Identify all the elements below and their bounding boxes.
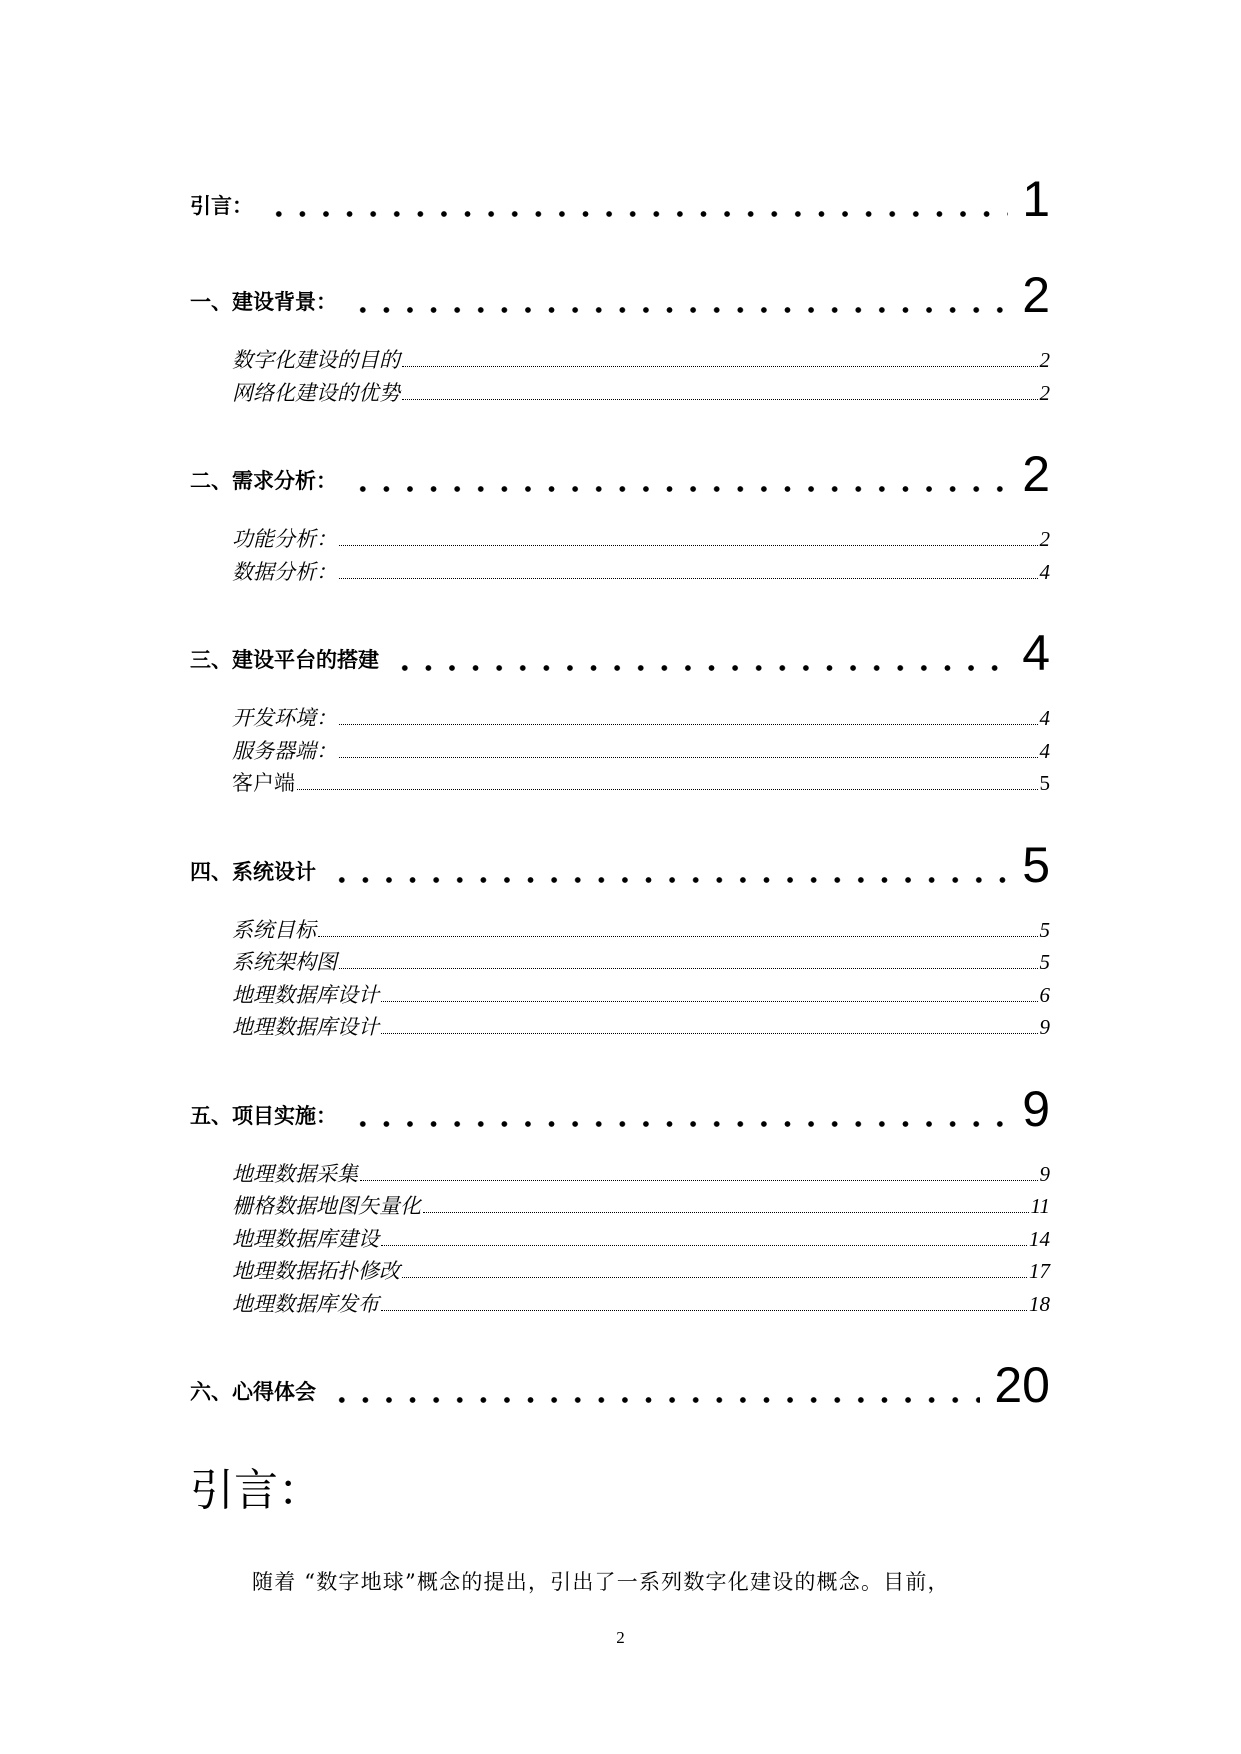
dot-leader (351, 306, 1008, 314)
dot-leader (381, 1032, 1038, 1034)
section-heading: 引言： (190, 1465, 322, 1516)
toc-subentry-title: 网络化建设的优势 (232, 380, 400, 405)
toc-subentry-page: 5 (1039, 917, 1050, 942)
toc-subentry (232, 1190, 1050, 1223)
toc-entry (190, 170, 1050, 230)
toc-subentry-title: 地理数据库发布 (232, 1291, 379, 1316)
toc-subentry-title: 栅格数据地图矢量化 (232, 1194, 421, 1218)
toc-subentry-page: 9 (1039, 1015, 1050, 1039)
toc-subentry (232, 767, 1050, 800)
toc-subentry-page: 5 (1039, 771, 1050, 795)
toc-subentry (232, 702, 1050, 735)
toc-subentry (232, 914, 1050, 947)
toc-subentry (232, 735, 1050, 768)
dot-leader (402, 1276, 1027, 1278)
toc-subentry-page: 4 (1039, 706, 1050, 730)
toc-subentry (232, 377, 1050, 410)
toc-entry-title: 一、建设背景： (190, 290, 337, 314)
toc-subentry-page: 2 (1039, 348, 1050, 372)
toc-subentry-page: 4 (1039, 559, 1050, 584)
table-of-contents (190, 170, 1050, 1416)
dot-leader (330, 1396, 980, 1404)
toc-subentry-title: 地理数据库设计 (232, 982, 379, 1007)
toc-entry-page: 20 (994, 1357, 1050, 1413)
toc-subentry-title: 数字化建设的目的 (232, 348, 400, 372)
toc-subentry-group (190, 523, 1050, 588)
toc-subentry-page: 2 (1039, 527, 1050, 551)
toc-subentry-group (190, 1158, 1050, 1321)
toc-entry-page: 9 (1022, 1080, 1050, 1137)
toc-subentry (232, 1288, 1050, 1321)
toc-entry-page: 4 (1022, 625, 1050, 681)
toc-subentry-page: 17 (1029, 1259, 1050, 1283)
toc-subentry (232, 523, 1050, 556)
dot-leader (339, 967, 1038, 969)
toc-subentry (232, 979, 1050, 1012)
toc-entry-page: 2 (1022, 267, 1050, 323)
dot-leader (297, 788, 1038, 790)
toc-subentry (232, 1158, 1050, 1191)
toc-subentry-title: 系统架构图 (232, 950, 337, 974)
toc-subentry-title: 服务器端： (232, 738, 337, 763)
dot-leader (351, 485, 1008, 493)
dot-leader (339, 756, 1038, 758)
dot-leader (351, 1120, 1008, 1128)
toc-subentry-page: 11 (1030, 1194, 1050, 1218)
toc-subentry-group (190, 914, 1050, 1044)
toc-subentry-title: 数据分析： (232, 559, 337, 584)
dot-leader (339, 544, 1038, 546)
dot-leader (381, 1000, 1038, 1002)
toc-entry-title: 引言： (190, 194, 253, 218)
toc-subentry-group (190, 702, 1050, 800)
toc-subentry-page: 2 (1039, 380, 1050, 405)
dot-leader (423, 1211, 1029, 1213)
toc-subentry-group (190, 344, 1050, 409)
toc-subentry-title: 功能分析： (232, 527, 337, 551)
toc-subentry-title: 地理数据库建设 (232, 1226, 379, 1251)
toc-subentry-title: 客户端 (232, 771, 295, 795)
toc-subentry (232, 1223, 1050, 1256)
toc-subentry-title: 系统目标 (232, 917, 316, 942)
toc-subentry (232, 946, 1050, 979)
toc-subentry (232, 1255, 1050, 1288)
toc-subentry-page: 4 (1039, 738, 1050, 763)
toc-entry-title: 二、需求分析： (190, 469, 337, 493)
toc-subentry-title: 地理数据采集 (232, 1161, 358, 1186)
dot-leader (339, 723, 1038, 725)
dot-leader (381, 1244, 1027, 1246)
toc-entry-title: 六、心得体会 (190, 1380, 316, 1404)
toc-entry-title: 四、系统设计 (190, 859, 316, 884)
toc-entry (190, 1356, 1050, 1416)
toc-subentry-page: 14 (1029, 1226, 1050, 1251)
dot-leader (267, 210, 1008, 218)
toc-subentry-title: 开发环境： (232, 706, 337, 730)
dot-leader (402, 398, 1038, 400)
dot-leader (339, 577, 1038, 579)
toc-entry (190, 624, 1050, 684)
dot-leader (330, 876, 1008, 884)
toc-subentry-title: 地理数据库设计 (232, 1015, 379, 1039)
toc-entry (190, 266, 1050, 326)
toc-entry-page: 2 (1022, 446, 1050, 502)
dot-leader (318, 935, 1038, 937)
dot-leader (402, 365, 1038, 367)
dot-leader (393, 664, 1008, 672)
toc-entry-title: 三、建设平台的搭建 (190, 648, 379, 672)
toc-subentry (232, 556, 1050, 589)
toc-subentry-page: 9 (1039, 1161, 1050, 1186)
toc-entry (190, 1080, 1050, 1140)
toc-subentry (232, 344, 1050, 377)
toc-entry-page: 5 (1022, 836, 1050, 893)
dot-leader (381, 1309, 1027, 1311)
toc-entry-page: 1 (1022, 171, 1050, 227)
toc-entry-title: 五、项目实施： (190, 1103, 337, 1128)
toc-entry (190, 445, 1050, 505)
toc-subentry (232, 1011, 1050, 1044)
toc-subentry-page: 18 (1029, 1291, 1050, 1316)
dot-leader (360, 1179, 1038, 1181)
toc-subentry-page: 6 (1039, 982, 1050, 1007)
body-paragraph: 随着 “数字地球”概念的提出，引出了一系列数字化建设的概念。目前， (252, 1570, 950, 1594)
toc-entry (190, 836, 1050, 896)
page-number: 2 (616, 1628, 625, 1647)
toc-subentry-title: 地理数据拓扑修改 (232, 1259, 400, 1283)
toc-subentry-page: 5 (1039, 950, 1050, 974)
